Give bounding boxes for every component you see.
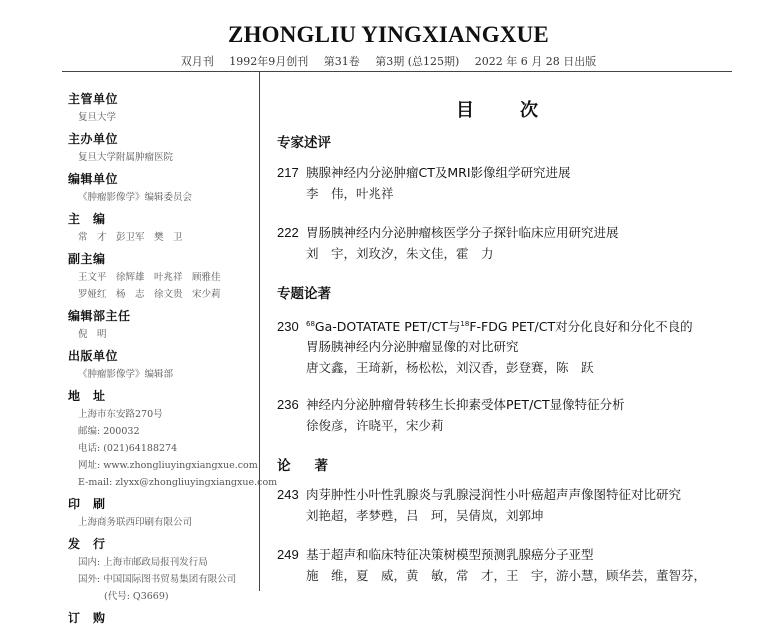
toc-entry-title-continued: 胃肠胰神经内分泌肿瘤显像的对比研究: [306, 339, 519, 355]
deputy-editor-line1: 王文平 徐辉雄 叶兆祥 顾雅佳: [78, 272, 221, 283]
deputy-editor-line2: 罗娅红 杨 志 徐文贵 宋少莉: [78, 289, 221, 300]
toc-entry-authors: 李 伟，叶兆祥: [306, 186, 394, 201]
section-special-topics: 专题论著: [277, 286, 331, 302]
header-divider: [62, 71, 732, 72]
address-value: 上海市东安路270号: [78, 409, 163, 420]
website-link[interactable]: 网址: www.zhongliuyingxiangxue.com: [78, 460, 258, 471]
distribution-label: 发 行: [68, 537, 106, 551]
toc-entry[interactable]: [277, 485, 747, 527]
toc-entry-title: [277, 163, 747, 183]
toc-entry-page: 217: [277, 165, 299, 180]
postcode-value: 邮编: 200032: [78, 426, 140, 437]
toc-entry[interactable]: [277, 545, 747, 587]
toc-entry-authors: 唐文鑫，王琦新，杨松松，刘汉香，彭登赛，陈 跃: [306, 360, 594, 376]
issue-date: 2022 年 6 月 28 日出版: [474, 55, 597, 68]
toc-entry-title-text: 胰腺神经内分泌肿瘤CT及MRI影像组学研究进展: [306, 165, 571, 180]
toc-entry-page: 249: [277, 547, 299, 562]
publisher-value: 《肿瘤影像学》编辑部: [78, 369, 174, 380]
toc-entry-authors: 刘艳超，孝梦甦，吕 珂，吴倩岚，刘郭坤: [306, 508, 544, 523]
office-director-value: 倪 明: [78, 329, 107, 340]
sponsor-label: 主管单位: [68, 92, 119, 106]
toc-entry-title-text: 肉芽肿性小叶性乳腺炎与乳腺浸润性小叶癌超声声像图特征对比研究: [306, 487, 682, 502]
chief-editor-value: 常 才 彭卫军 樊 卫: [78, 232, 183, 243]
toc-entry-title: [277, 485, 747, 505]
toc-entry-title-text: 神经内分泌肿瘤骨转移生长抑素受体PET/CT显像特征分析: [306, 397, 625, 412]
office-director-label: 编辑部主任: [68, 309, 131, 323]
toc-entry[interactable]: [277, 314, 747, 379]
host-value: 复旦大学附属肿瘤医院: [78, 152, 174, 163]
toc-entry-page: 243: [277, 487, 299, 502]
subscription-label: 订 购: [68, 611, 106, 625]
distribution-domestic: 国内: 上海市邮政局报刊发行局: [78, 557, 208, 568]
issue-founded: 1992年9月创刊: [229, 55, 309, 68]
deputy-editor-label: 副主编: [68, 252, 106, 266]
toc-entry-title: [277, 314, 747, 337]
toc-entry[interactable]: [277, 223, 747, 265]
issue-info: [0, 53, 777, 69]
distribution-code: (代号: Q3669): [104, 591, 169, 602]
printer-label: 印 刷: [68, 497, 106, 511]
toc-entry-authors: 刘 宇，刘玫汐，朱文佳，霍 力: [306, 246, 494, 261]
toc-entry-title: [277, 223, 747, 243]
toc-entry[interactable]: [277, 163, 747, 205]
host-label: 主办单位: [68, 132, 119, 146]
toc-entry-title-text: 胃肠胰神经内分泌肿瘤核医学分子探针临床应用研究进展: [306, 225, 619, 240]
toc-entry-authors: 徐俊彦，许晓平，宋少莉: [306, 418, 444, 433]
section-articles: 论著: [277, 458, 352, 474]
chief-editor-label: 主 编: [68, 212, 106, 226]
toc-title: 目次: [456, 100, 584, 121]
toc-entry-page: 236: [277, 397, 299, 412]
toc-entry-title: [277, 545, 747, 565]
toc-entry-title-text: Ga-DOTATATE PET/CT与: [314, 319, 461, 335]
isotope-superscript: 68: [306, 320, 315, 328]
editor-unit-label: 编辑单位: [68, 172, 119, 186]
printer-value: 上海商务联西印刷有限公司: [78, 517, 193, 528]
issue-number: 第3期 (总125期): [375, 55, 460, 68]
email-link[interactable]: E-mail: zlyxx@zhongliuyingxiangxue.com: [78, 477, 278, 488]
toc-entry-title: [277, 395, 747, 415]
toc-entry-authors: 施 维，夏 威，黄 敏，常 才，王 宇，游小慧，顾华芸，董智芬，: [306, 568, 707, 583]
toc-entry-page: 230: [277, 319, 299, 335]
toc-entry[interactable]: [277, 395, 747, 437]
phone-value: 电话: (021)64188274: [78, 443, 178, 454]
toc-entry-title-text: F-FDG PET/CT对分化良好和分化不良的: [469, 319, 693, 335]
issue-frequency: 双月刊: [180, 55, 214, 68]
section-expert-review: 专家述评: [277, 135, 331, 151]
address-label: 地 址: [68, 389, 106, 403]
sponsor-value: 复旦大学: [78, 112, 117, 123]
column-divider: [259, 72, 260, 591]
toc-entry-title-text: 基于超声和临床特征决策树模型预测乳腺癌分子亚型: [306, 547, 594, 562]
publisher-label: 出版单位: [68, 349, 119, 363]
journal-title: ZHONGLIU YINGXIANGXUE: [228, 22, 549, 47]
editor-unit-value: 《肿瘤影像学》编辑委员会: [78, 192, 193, 203]
toc-entry-page: 222: [277, 225, 299, 240]
isotope-superscript: 18: [460, 320, 470, 328]
distribution-foreign: 国外: 中国国际图书贸易集团有限公司: [78, 574, 237, 585]
issue-volume: 第31卷: [323, 55, 360, 68]
masthead-column: [68, 90, 278, 632]
